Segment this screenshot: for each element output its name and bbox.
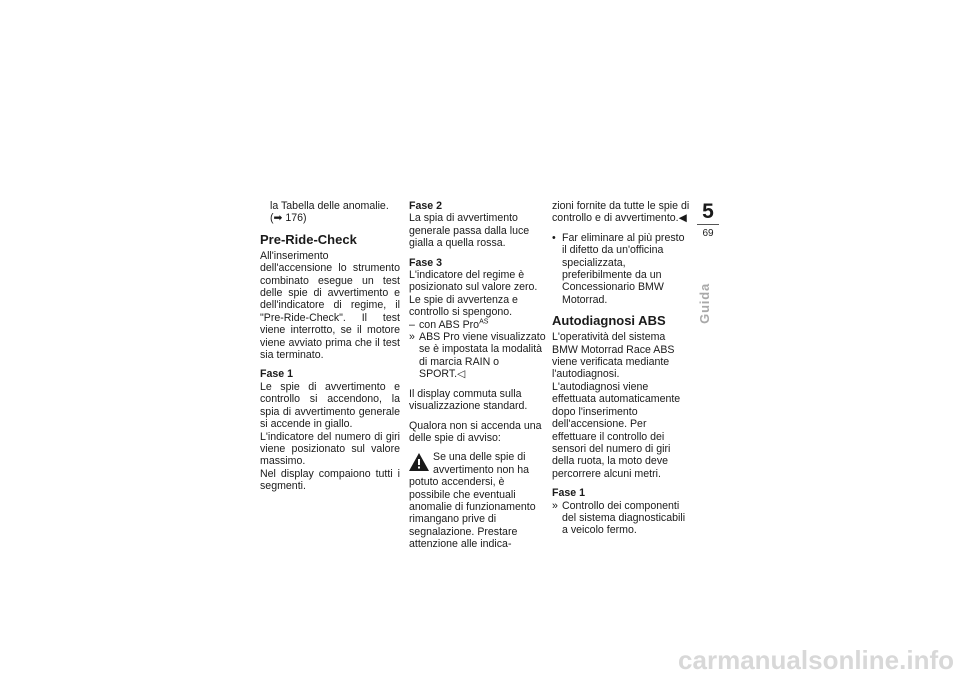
arrow-icon: ➡ xyxy=(273,212,283,225)
chapter-side-title: Guida xyxy=(697,283,712,324)
display-text: Il display commuta sulla visualizzazione standard. xyxy=(409,387,528,413)
intro-line-1: la Tabella delle anomalie. xyxy=(270,200,389,212)
pre-ride-check-paragraph: All'inserimento dell'accensione lo strumento combinato esegue un test delle spie di avvertimento e dell'indicatore di regime, il "Pre-Ride-Check". Il test viene interrotto, se il motore viene avviato prima che il test sia terminato. xyxy=(260,249,400,362)
autodiagnosi-result-line xyxy=(552,500,690,537)
bullet-text: Far eliminare al più presto il difetto da un'officina specializzata, preferibilmente da un Concessionario BMW Motorrad. xyxy=(562,231,685,306)
result-icon: » xyxy=(409,331,415,344)
warning-block xyxy=(409,451,546,550)
autodiagnosi-result-text: Controllo dei componenti del sistema diagnosticabili a veicolo fermo. xyxy=(562,499,686,537)
column-2 xyxy=(409,200,546,551)
result-icon-2: » xyxy=(552,499,558,512)
continuation-text: zioni fornite da tutte le spie di controllo e di avvertimento.◀ xyxy=(552,200,690,225)
result-text: ABS Pro viene visualizzato se è impostata la modalità di marcia RAIN o SPORT. xyxy=(419,331,546,381)
phase-3-text: L'indicatore del regime è posizionato sul valore zero. xyxy=(409,269,538,294)
page-reference-number: 176) xyxy=(285,212,307,225)
phase-2-title: Fase 2 xyxy=(409,200,442,212)
column-1 xyxy=(260,200,400,493)
bullet-icon: • xyxy=(552,231,556,244)
column-3 xyxy=(552,200,690,537)
chapter-divider xyxy=(697,224,719,225)
phase-1-text: Le spie di avvertimento e controllo si accendono, la spia di avvertimento generale si accende in giallo. xyxy=(260,380,400,431)
option-text: con ABS Pro xyxy=(419,318,480,331)
section-heading-pre-ride-check: Pre-Ride-Check xyxy=(260,231,357,247)
end-filled-icon: ◀ xyxy=(678,212,687,225)
chapter-marker xyxy=(697,200,719,239)
autodiagnosi-paragraph: L'operatività del sistema BMW Motorrad Race ABS viene verificata mediante l'autodiagnosi. L'autodiagnosi viene effettuata automaticamente dopo l'inserimento dell'accensione. Per effettuare il controllo dei sensori del numero di giri della ruota, la moto deve percorrere alcuni metri. xyxy=(552,331,681,480)
bullet-item xyxy=(552,232,690,306)
phase-3-text-2: Le spie di avvertenza e controllo si spengono. xyxy=(409,293,518,319)
warning-text: Se una delle spie di avvertimento non ha potuto accendersi, è possibile che eventuali anomalie di funzionamento rimangano prive di segnalazione. Prestare attenzione alle indica- xyxy=(409,451,536,551)
chapter-number: 5 xyxy=(702,200,714,223)
phase-1-title: Fase 1 xyxy=(260,368,293,381)
section-heading-autodiagnosi-abs: Autodiagnosi ABS xyxy=(552,313,666,329)
watermark: carmanualsonline.info xyxy=(678,645,954,675)
phase-2-text: La spia di avvertimento generale passa dalla luce gialla a quella rossa. xyxy=(409,212,530,250)
dash-icon: – xyxy=(409,318,415,331)
case-text: Qualora non si accenda una delle spie di avviso: xyxy=(409,419,542,444)
autodiagnosi-phase-1-title: Fase 1 xyxy=(552,487,585,500)
warning-triangle-icon xyxy=(409,453,429,471)
phase-3-title: Fase 3 xyxy=(409,256,442,269)
result-line xyxy=(409,331,546,381)
page-number: 69 xyxy=(702,228,714,239)
phase-1-text-3: Nel display compaiono tutti i segmenti. xyxy=(260,467,400,493)
option-line xyxy=(409,319,546,331)
option-superscript: AS xyxy=(479,318,489,326)
phase-1-text-2: L'indicatore del numero di giri viene posizionato sul valore massimo. xyxy=(260,430,400,468)
end-outline-icon: ◁ xyxy=(457,368,466,381)
page-reference[interactable]: (➡ 176) xyxy=(270,212,307,225)
